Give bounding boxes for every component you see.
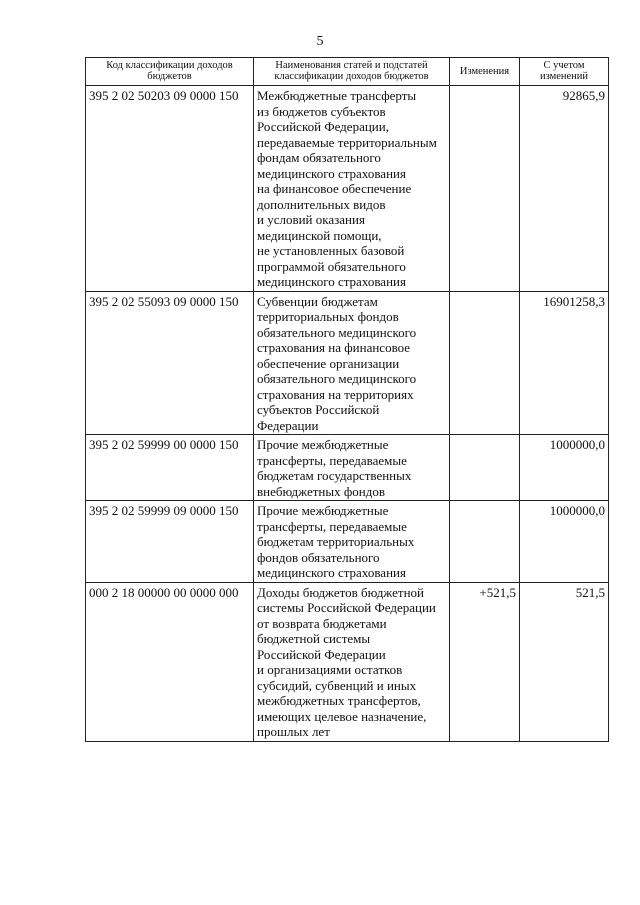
total-with-changes-cell: 521,5 [520, 582, 609, 741]
revenue-name-line: Российской Федерации [257, 646, 386, 662]
revenue-name-line: территориальных фондов [257, 309, 399, 324]
revenue-name-line: передаваемые территориальным [257, 134, 437, 150]
revenue-name-line: Прочие межбюджетные [257, 437, 389, 452]
revenue-name-line: межбюджетных трансфертов, [257, 693, 421, 708]
revenue-name-line: программой обязательного [257, 258, 406, 274]
budget-revenue-table [85, 57, 609, 742]
classification-code-cell: 395 2 02 55093 09 0000 150 [86, 291, 254, 435]
total-with-changes-cell: 92865,9 [520, 86, 609, 292]
revenue-name-line: обеспечение организации [257, 355, 400, 371]
revenue-name-line: Российской Федерации, [257, 119, 389, 134]
revenue-name-line: обязательного медицинского [257, 324, 417, 340]
revenue-name-line: Прочие межбюджетные [257, 503, 389, 518]
revenue-name-line: субъектов Российской [257, 402, 380, 417]
revenue-name-cell [254, 582, 450, 741]
header-code: Код классификации доходов бюджетов [86, 58, 254, 86]
revenue-name-line: на финансовое обеспечение [257, 181, 412, 196]
classification-code-cell: 395 2 02 59999 00 0000 150 [86, 435, 254, 501]
revenue-name-line: Федерации [257, 417, 319, 433]
revenue-name-line: фондов обязательного [257, 549, 380, 565]
revenue-name-line: дополнительных видов [257, 196, 386, 212]
revenue-name-line: и условий оказания [257, 212, 365, 227]
revenue-name-line: трансферты, передаваемые [257, 518, 407, 534]
header-name: Наименования статей и подстатей классификации доходов бюджетов [254, 58, 450, 86]
table-row [86, 501, 609, 583]
change-cell: +521,5 [450, 582, 520, 741]
table-row [86, 435, 609, 501]
revenue-name-cell [254, 291, 450, 435]
revenue-name-cell [254, 86, 450, 292]
change-cell [450, 435, 520, 501]
revenue-name-line: субсидий, субвенций и иных [257, 677, 417, 693]
revenue-name-line: Межбюджетные трансферты [257, 88, 417, 103]
header-change: Изменения [450, 58, 520, 86]
total-with-changes-cell: 1000000,0 [520, 435, 609, 501]
table-body [86, 86, 609, 742]
revenue-name-line: бюджетам территориальных [257, 534, 415, 549]
revenue-name-line: фондам обязательного [257, 150, 381, 165]
table-row [86, 582, 609, 741]
revenue-name-line: бюджетной системы [257, 631, 371, 646]
table-row [86, 291, 609, 435]
revenue-name-line: имеющих целевое назначение, [257, 708, 427, 724]
table-row [86, 86, 609, 292]
revenue-name-line: от возврата бюджетами [257, 615, 387, 631]
revenue-name-line: из бюджетов субъектов [257, 103, 386, 119]
revenue-name-line: и организациями остатков [257, 662, 403, 677]
revenue-name-line: обязательного медицинского [257, 371, 417, 386]
classification-code-cell: 395 2 02 50203 09 0000 150 [86, 86, 254, 292]
change-cell [450, 86, 520, 292]
revenue-name-line: медицинского страхования [257, 165, 406, 181]
revenue-name-cell [254, 435, 450, 501]
revenue-name-line: медицинской помощи, [257, 227, 382, 243]
revenue-name-line: Субвенции бюджетам [257, 293, 378, 309]
total-with-changes-cell: 16901258,3 [520, 291, 609, 435]
revenue-name-line: бюджетам государственных [257, 468, 412, 483]
revenue-name-line: трансферты, передаваемые [257, 452, 407, 468]
revenue-name-line: внебюджетных фондов [257, 483, 385, 499]
revenue-name-line: страхования на финансовое [257, 340, 411, 355]
total-with-changes-cell: 1000000,0 [520, 501, 609, 583]
revenue-name-line: Доходы бюджетов бюджетной [257, 584, 424, 600]
revenue-name-line: прошлых лет [257, 724, 330, 739]
revenue-name-line: медицинского страхования [257, 274, 406, 289]
revenue-name-line: не установленных базовой [257, 243, 405, 258]
classification-code-cell: 395 2 02 59999 09 0000 150 [86, 501, 254, 583]
change-cell [450, 501, 520, 583]
header-total: С учетом изменений [520, 58, 609, 86]
page-number: 5 [316, 34, 324, 49]
revenue-name-cell [254, 501, 450, 583]
revenue-name-line: системы Российской Федерации [257, 600, 436, 615]
revenue-name-line: страхования на территориях [257, 386, 414, 402]
change-cell [450, 291, 520, 435]
revenue-name-line: медицинского страхования [257, 565, 406, 580]
classification-code-cell: 000 2 18 00000 00 0000 000 [86, 582, 254, 741]
table-header-row [86, 58, 609, 86]
